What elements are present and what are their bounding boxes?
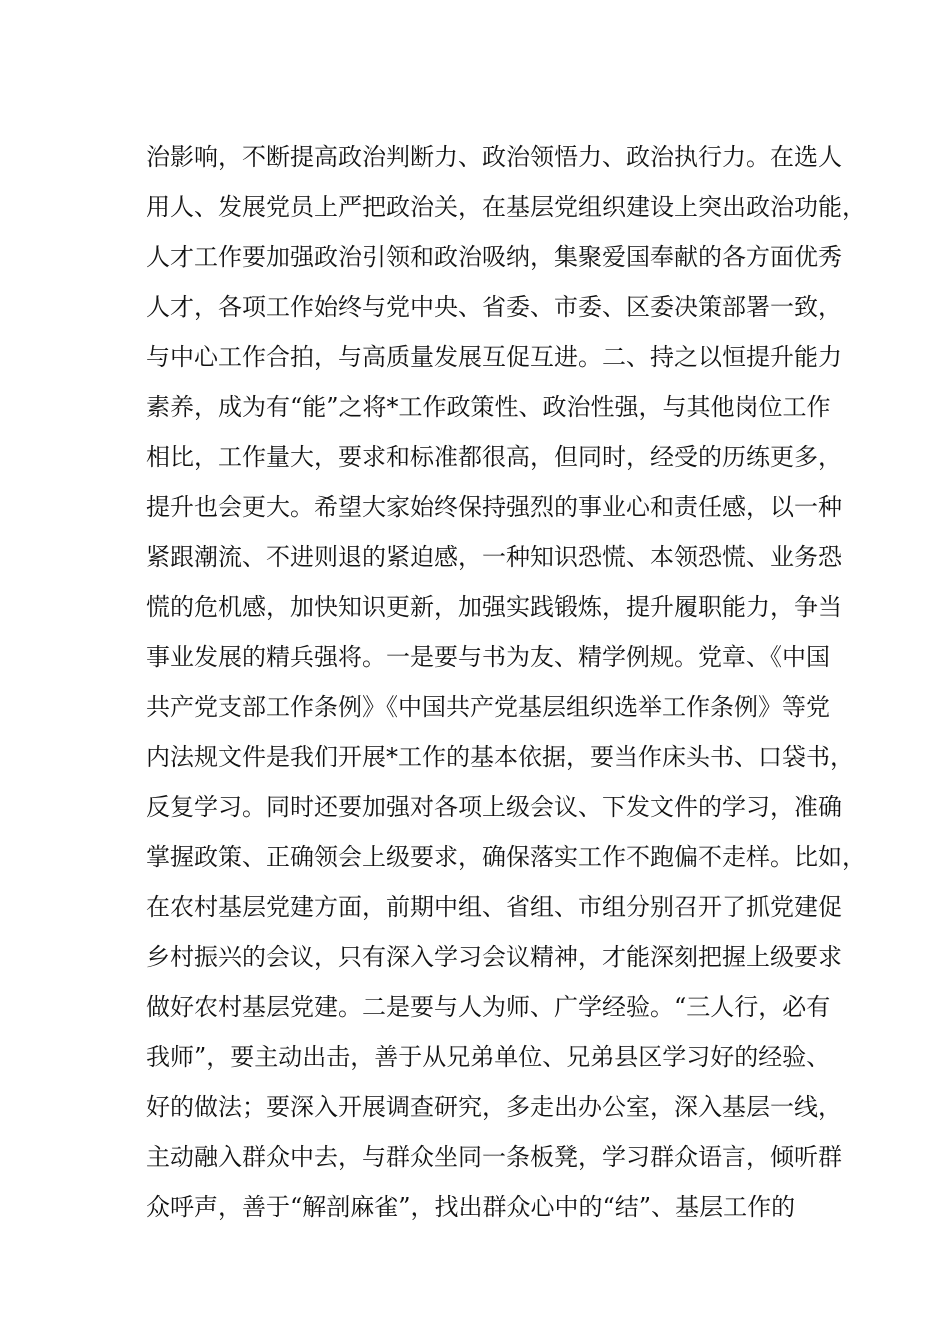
text-line: 相比，工作量大，要求和标准都很高，但同时，经受的历练更多， [146, 443, 842, 471]
text-line: 在农村基层党建方面，前期中组、省组、市组分别召开了抓党建促 [146, 893, 842, 921]
text-line: 素养，成为有“能”之将*工作政策性、政治性强，与其他岗位工作 [146, 393, 831, 421]
text-line: 主动融入群众中去，与群众坐同一条板凳，学习群众语言，倾听群 [146, 1143, 842, 1171]
text-line: 治影响，不断提高政治判断力、政治领悟力、政治执行力。在选人 [146, 143, 842, 171]
text-line: 人才，各项工作始终与党中央、省委、市委、区委决策部署一致， [146, 293, 842, 321]
text-line: 事业发展的精兵强将。一是要与书为友、精学例规。党章、《中国 [146, 643, 830, 671]
text-line: 众呼声，善于“解剖麻雀”，找出群众心中的“结”、基层工作的 [146, 1193, 796, 1221]
text-line: 用人、发展党员上严把政治关，在基层党组织建设上突出政治功能， [146, 193, 866, 221]
text-line: 我师”，要主动出击，善于从兄弟单位、兄弟县区学习好的经验、 [146, 1043, 831, 1071]
text-line: 做好农村基层党建。二是要与人为师、广学经验。“三人行，必有 [146, 993, 831, 1021]
text-line: 与中心工作合拍，与高质量发展互促互进。二、持之以恒提升能力 [146, 343, 842, 371]
text-line: 掌握政策、正确领会上级要求，确保落实工作不跑偏不走样。比如， [146, 843, 866, 871]
text-line: 好的做法；要深入开展调查研究，多走出办公室，深入基层一线， [146, 1093, 842, 1121]
text-line: 共产党支部工作条例》《中国共产党基层组织选举工作条例》等党 [146, 693, 830, 721]
text-line: 内法规文件是我们开展*工作的基本依据，要当作床头书、口袋书， [146, 743, 854, 771]
text-line: 慌的危机感，加快知识更新，加强实践锻炼，提升履职能力，争当 [146, 593, 842, 621]
text-line: 提升也会更大。希望大家始终保持强烈的事业心和责任感，以一种 [146, 493, 842, 521]
text-line: 乡村振兴的会议，只有深入学习会议精神，才能深刻把握上级要求 [146, 943, 842, 971]
text-line: 反复学习。同时还要加强对各项上级会议、下发文件的学习，准确 [146, 793, 842, 821]
text-line: 紧跟潮流、不进则退的紧迫感，一种知识恐慌、本领恐慌、业务恐 [146, 543, 842, 571]
text-line: 人才工作要加强政治引领和政治吸纳，集聚爱国奉献的各方面优秀 [146, 243, 842, 271]
body-text [146, 132, 866, 1232]
